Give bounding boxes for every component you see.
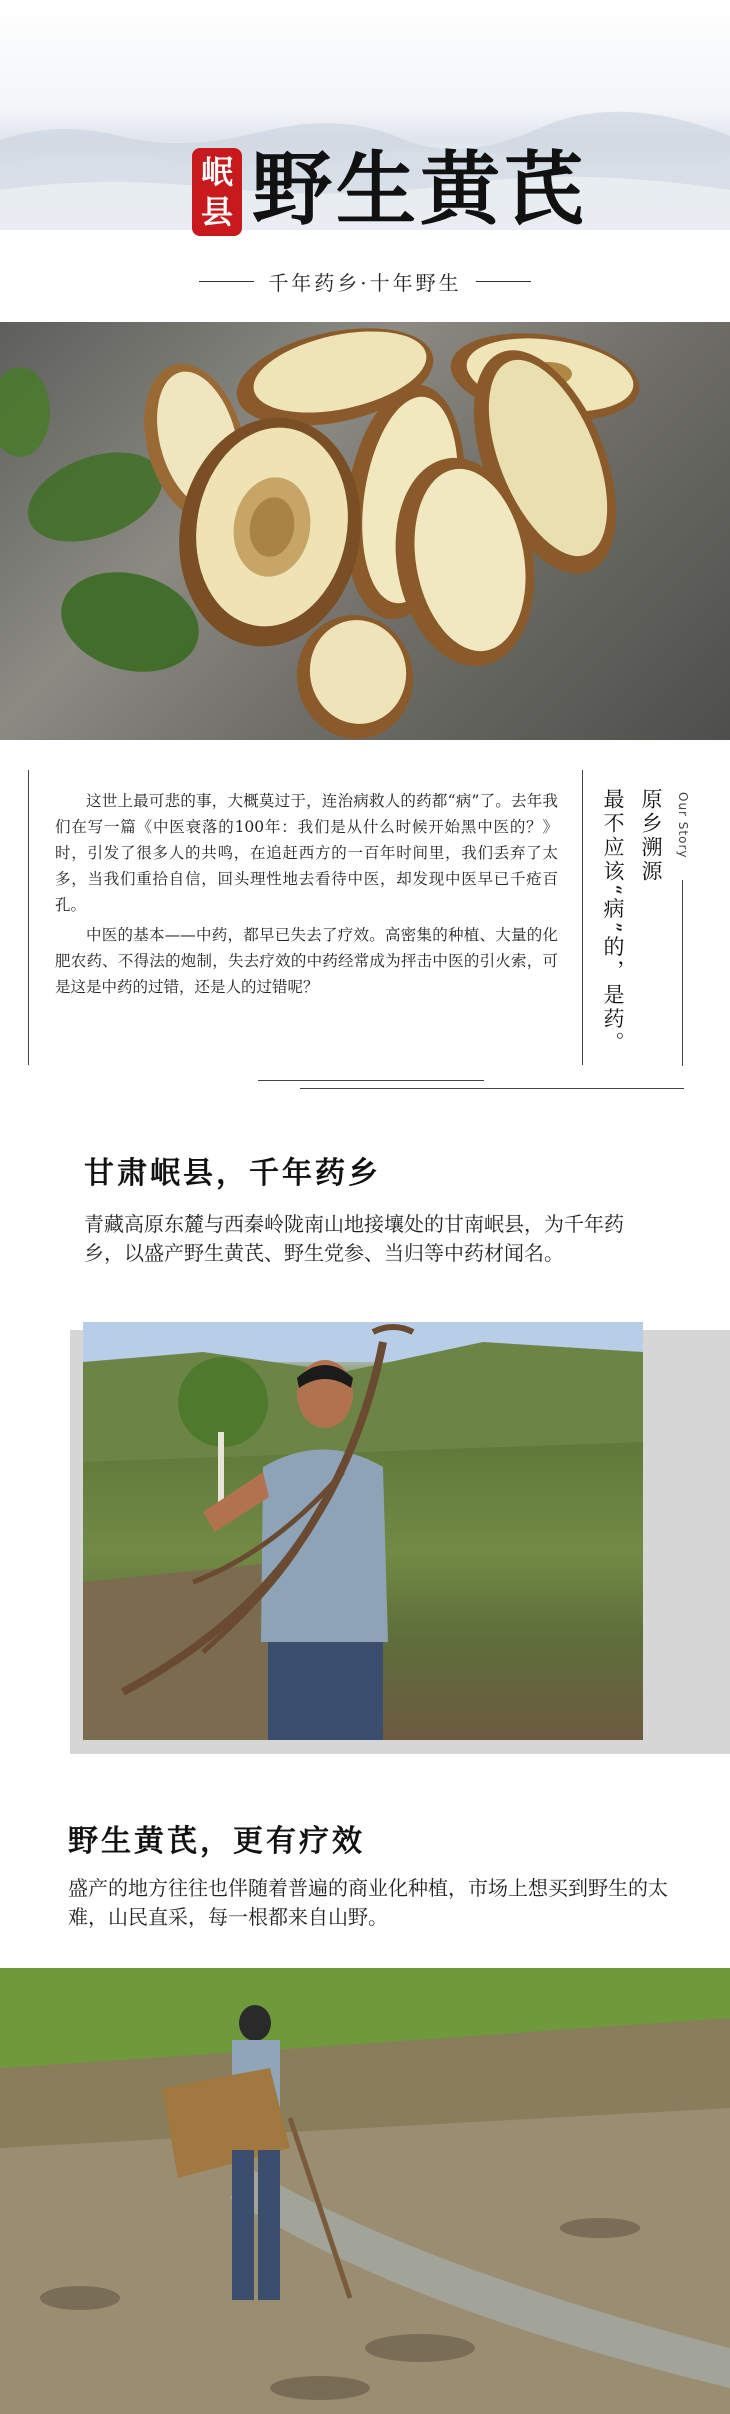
villager-illustration: [0, 1968, 730, 2414]
story-paragraph-2: 中医的基本——中药，都早已失去了疗效。高密集的种植、大量的化肥农药、不得法的炮制，失去疗效的中药经常成为抨击中医的引火索，可是这是中药的过错，还是人的过错呢？: [55, 926, 558, 996]
story-english-label: Our Story: [676, 792, 690, 859]
county-seal-logo: [192, 148, 242, 236]
story-vertical-title: 原乡溯源: [639, 788, 663, 884]
section1-heading: 甘肃岷县，千年药乡: [84, 1156, 381, 1191]
tagline: 千年药乡·十年野生: [268, 270, 462, 295]
section2-heading: 野生黄芪，更有疗效: [68, 1824, 365, 1859]
seal-char-1: 岷: [200, 153, 233, 191]
story-paragraph-1: 这世上最可悲的事，大概莫过于，连治病救人的药都“病”了。去年我们在写一篇《中医衰落的100年：我们是从什么时候开始黑中医的？》时，引发了很多人的共鸣，在追赶西方的一百年时间里，我们丢弃了太多，当我们重拾自信，回头理性地去看待中医，却发现中医早已千疮百孔。: [55, 792, 558, 914]
story-right-rule: [682, 880, 683, 1066]
divider-left: [199, 281, 254, 282]
product-title: 野生黄芪: [252, 143, 588, 236]
story-vertical-quote: 最不应该“病”的，是药。: [601, 788, 625, 1056]
seal-char-2: 县: [200, 193, 233, 231]
astragalus-slices-illustration: [0, 322, 730, 740]
story-bottom-rule-2: [300, 1088, 684, 1089]
section2-text: 盛产的地方往往也伴随着普遍的商业化种植，市场上想买到野生的太难，山民直采，每一根都来自山野。: [68, 1876, 668, 1929]
villager-hillside-photo: [0, 1968, 730, 2414]
story-text-box: [28, 770, 583, 1065]
tagline-row: [0, 266, 730, 296]
divider-right: [476, 281, 531, 282]
astragalus-slices-photo: [0, 322, 730, 740]
section1-text: 青藏高原东麓与西秦岭陇南山地接壤处的甘南岷县，为千年药乡，以盛产野生黄芪、野生党参、当归等中药材闻名。: [84, 1212, 624, 1265]
farmer-holding-astragalus-photo: [83, 1322, 643, 1740]
farmer-illustration: [83, 1322, 643, 1740]
header-banner: [0, 0, 730, 322]
story-bottom-rule-1: [258, 1080, 484, 1081]
